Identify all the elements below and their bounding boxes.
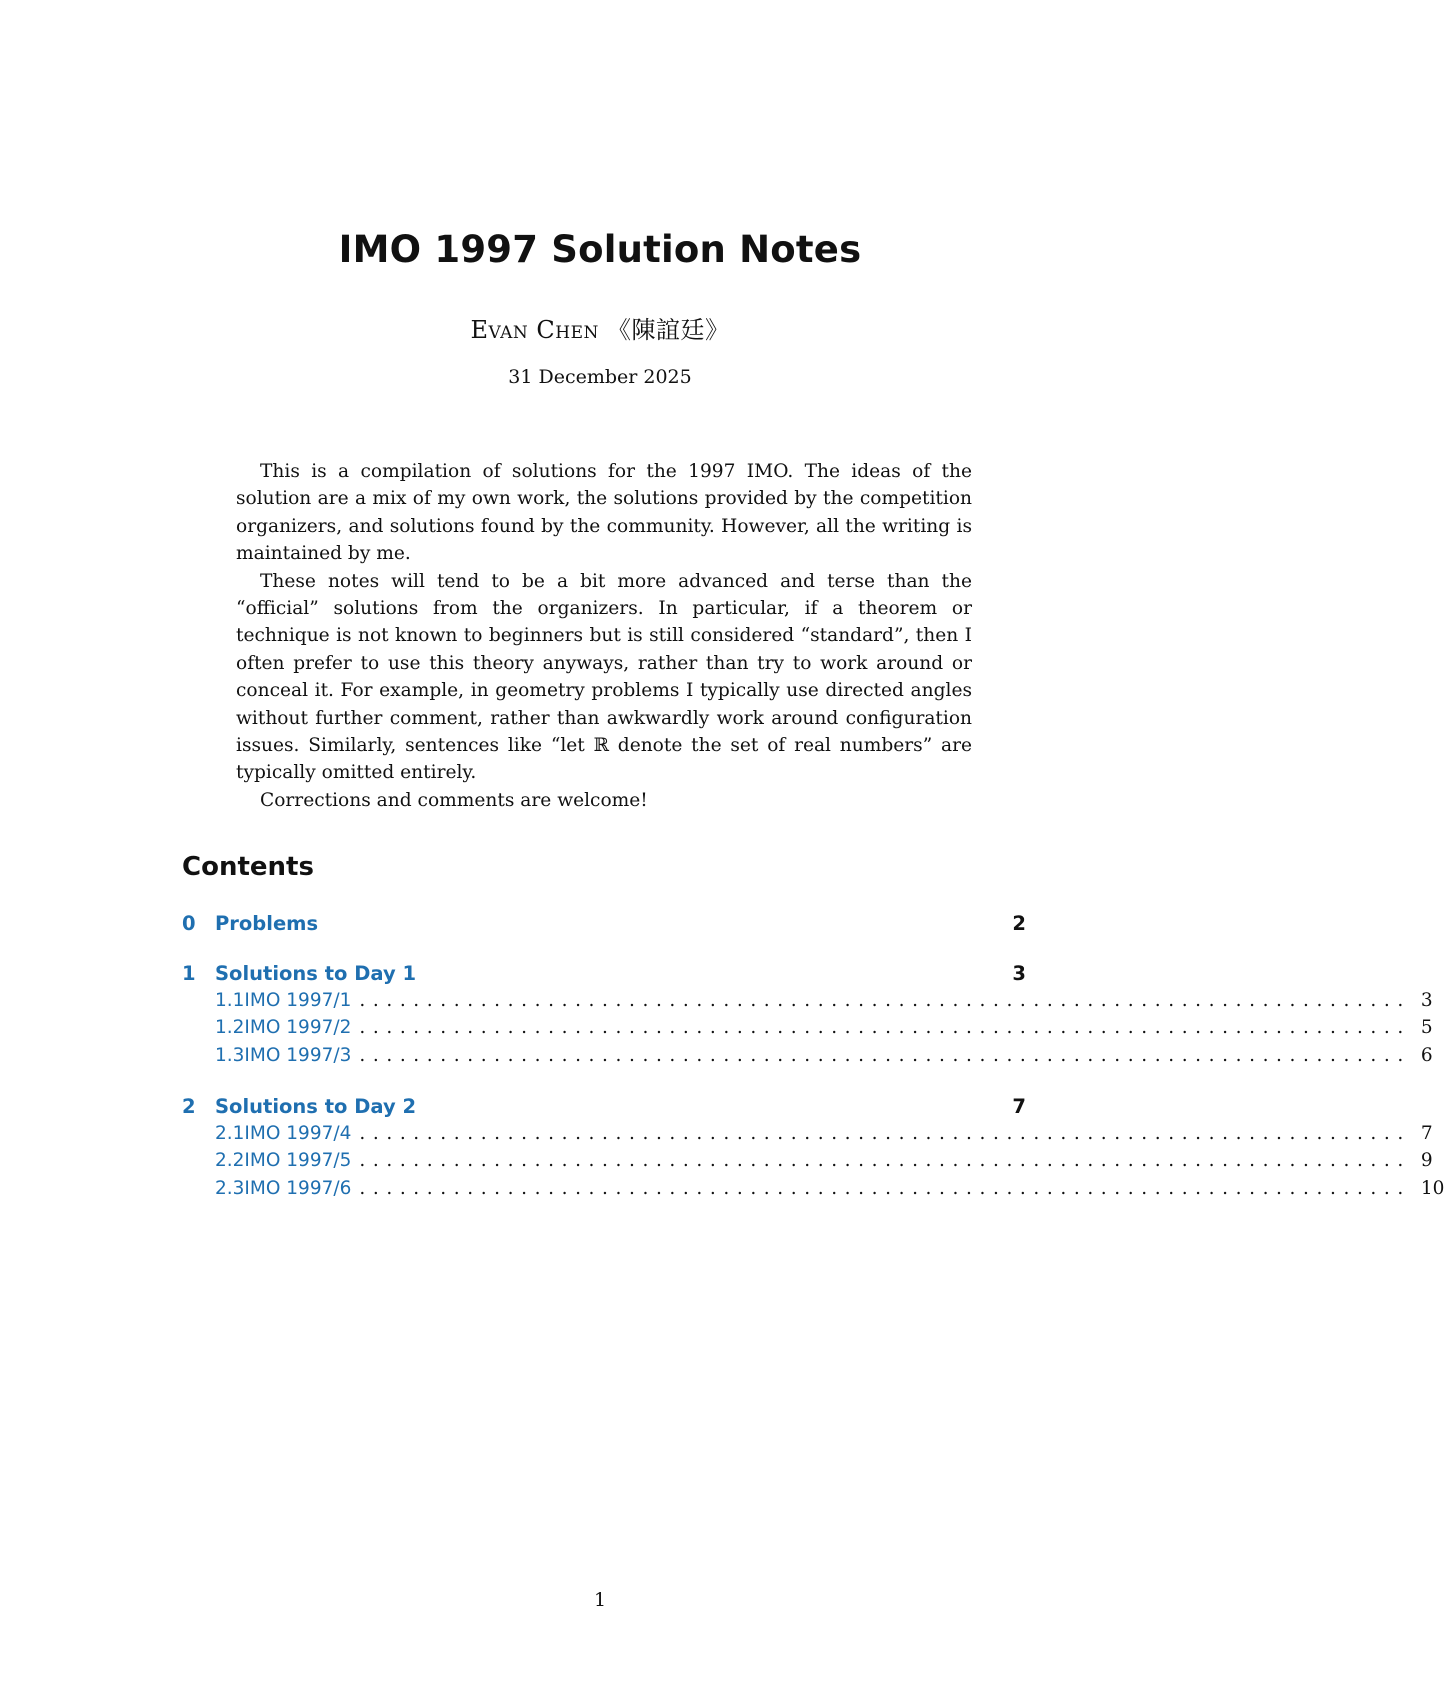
toc-subsection-page: 10 <box>1420 1177 1444 1199</box>
toc-subsection-title: IMO 1997/5 <box>244 1150 352 1171</box>
toc-subsection-page: 3 <box>1420 989 1433 1011</box>
toc-section-title: Problems <box>215 912 319 935</box>
toc-section-page: 3 <box>1012 962 1026 985</box>
toc-section-number: 2 <box>182 1095 196 1118</box>
toc-block-day-1 <box>182 962 1433 1072</box>
contents-heading: Contents <box>182 852 314 882</box>
toc-subsection-number: 1.2 <box>215 1017 245 1038</box>
toc-section-number: 0 <box>182 912 196 935</box>
toc-subsection-page: 7 <box>1420 1122 1433 1144</box>
toc-subsection-2-1[interactable] <box>182 1122 1433 1151</box>
toc-dot-leader: .............................................................................. <box>359 1122 1411 1144</box>
toc-subsection-number: 2.3 <box>215 1177 245 1199</box>
toc-subsection-number: 2.1 <box>215 1122 245 1144</box>
toc-section-0[interactable] <box>182 912 1026 940</box>
toc-subsection-title: IMO 1997/3 <box>244 1044 352 1066</box>
toc-subsection-number: 2.2 <box>215 1150 245 1171</box>
toc-subsection-title: IMO 1997/4 <box>244 1122 352 1144</box>
toc-section-1[interactable] <box>182 962 1026 990</box>
toc-dot-leader: .............................................................................. <box>359 1044 1411 1066</box>
toc-section-2[interactable] <box>182 1095 1026 1123</box>
toc-block-day-2 <box>182 1095 1444 1205</box>
document-date: 31 December 2025 <box>508 366 692 388</box>
abstract <box>236 458 972 814</box>
toc-subsection-2-2[interactable] <box>182 1150 1433 1178</box>
toc-subsection-title: IMO 1997/6 <box>244 1177 352 1199</box>
toc-block-problems <box>182 912 1026 940</box>
toc-section-page: 2 <box>1012 912 1026 935</box>
abstract-paragraph-1: This is a compilation of solutions for the 1997 IMO. The ideas of the solution are a mix of my own work, the solutions provided by the competition organizers, and solutions found by the community. However, all the writing is maintained by me. <box>236 461 972 565</box>
toc-subsection-title: IMO 1997/2 <box>244 1017 352 1038</box>
toc-subsection-1-1[interactable] <box>182 989 1433 1018</box>
abstract-paragraph-2: These notes will tend to be a bit more advanced and terse than the “official” solutions from the organizers. In particular, if a theorem or technique is not known to beginners but is still considered “standard”, then I often prefer to use this theory anyways, rather than try to work around or conceal it. For example, in geometry problems I typically use directed angles without further comment, rather than awkwardly work around configuration issues. Similarly, sentences like “let ℝ denote the set of real numbers” are typically omitted entirely. <box>236 570 972 784</box>
toc-subsection-page: 6 <box>1420 1044 1433 1066</box>
toc-dot-leader: .............................................................................. <box>359 1017 1411 1038</box>
toc-dot-leader: .............................................................................. <box>359 1150 1411 1171</box>
toc-subsection-page: 5 <box>1420 1017 1433 1038</box>
document-title: IMO 1997 Solution Notes <box>338 228 862 271</box>
toc-subsection-number: 1.1 <box>215 989 245 1011</box>
author-name: Evan Chen 《陳誼廷》 <box>470 316 730 344</box>
toc-subsection-page: 9 <box>1420 1150 1433 1171</box>
toc-subsection-1-2[interactable] <box>182 1017 1433 1045</box>
page-number: 1 <box>593 1589 607 1611</box>
toc-section-title: Solutions to Day 1 <box>215 962 417 985</box>
toc-subsection-2-3[interactable] <box>182 1177 1444 1206</box>
toc-subsection-1-3[interactable] <box>182 1044 1433 1073</box>
abstract-paragraph-3: Corrections and comments are welcome! <box>260 789 648 811</box>
toc-dot-leader: .............................................................................. <box>359 989 1411 1011</box>
toc-dot-leader: .............................................................................. <box>359 1177 1411 1199</box>
toc-subsection-number: 1.3 <box>215 1044 245 1066</box>
toc-section-page: 7 <box>1012 1095 1026 1118</box>
toc-section-title: Solutions to Day 2 <box>215 1095 417 1118</box>
toc-subsection-title: IMO 1997/1 <box>244 989 352 1011</box>
toc-section-number: 1 <box>182 962 196 985</box>
